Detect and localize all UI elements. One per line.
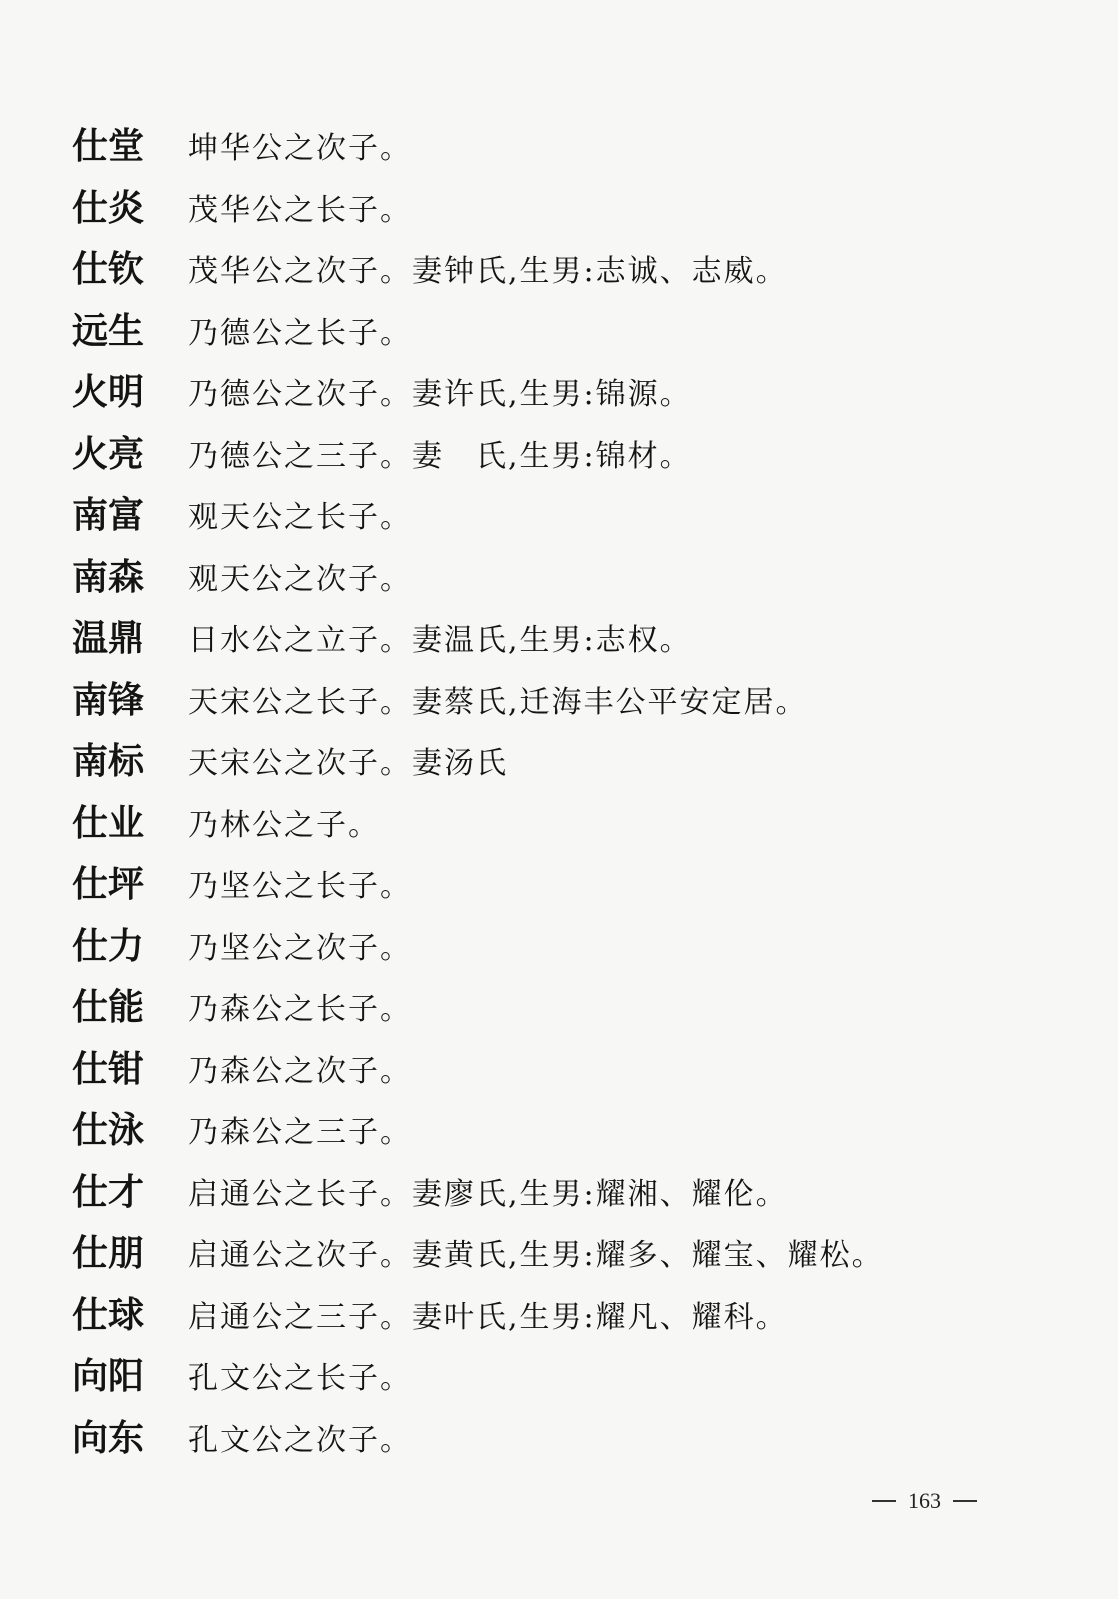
- entry-name: 向东: [72, 1417, 145, 1459]
- entry-name: 温鼎: [72, 618, 145, 659]
- entry: [72, 610, 1072, 672]
- entry-name: 仕钳: [72, 1048, 145, 1090]
- entry: [72, 118, 1072, 180]
- entry-description: 乃德公之次子。妻许氏,生男:锦源。: [188, 377, 692, 412]
- entry-name: 火明: [72, 372, 145, 413]
- page-number-right-dash: [953, 1500, 977, 1502]
- entry: [72, 303, 1072, 365]
- entry-name: 仕朋: [72, 1233, 145, 1274]
- entry-description: 观天公之长子。: [188, 500, 412, 535]
- entry-description: 乃坚公之次子。: [188, 930, 412, 966]
- entry: [72, 979, 1072, 1041]
- entry: [72, 795, 1072, 857]
- entry-description: 启通公之次子。妻黄氏,生男:耀多、耀宝、耀松。: [188, 1238, 884, 1273]
- page-number: [872, 1488, 977, 1514]
- entry-name: 南森: [72, 556, 145, 598]
- entry: [72, 241, 1072, 303]
- entry-name: 仕才: [72, 1171, 145, 1213]
- entry-name: 仕业: [72, 802, 145, 844]
- entry-description: 孔文公之次子。: [188, 1422, 412, 1458]
- entry: [72, 364, 1072, 426]
- entry: [72, 856, 1072, 918]
- entry: [72, 487, 1072, 549]
- entry-description: 乃森公之三子。: [188, 1115, 412, 1150]
- entry-description: 坤华公之次子。: [188, 131, 412, 166]
- entry: [72, 1348, 1072, 1410]
- entry: [72, 180, 1072, 242]
- entry-description: 茂华公之次子。妻钟氏,生男:志诚、志威。: [188, 254, 788, 289]
- entry: [72, 672, 1072, 734]
- entry-description: 乃德公之三子。妻 氏,生男:锦材。: [188, 438, 692, 474]
- entry-description: 乃森公之长子。: [188, 992, 412, 1027]
- entry-description: 启通公之长子。妻廖氏,生男:耀湘、耀伦。: [188, 1176, 788, 1212]
- page-number-left-dash: [872, 1500, 896, 1502]
- entry: [72, 549, 1072, 611]
- entry: [72, 918, 1072, 980]
- entry-name: 南标: [72, 741, 145, 782]
- entry-name: 仕泳: [72, 1110, 145, 1151]
- entry-description: 天宋公之长子。妻蔡氏,迁海丰公平安定居。: [188, 684, 808, 720]
- entry-name: 火亮: [72, 433, 145, 475]
- entry-name: 南锋: [72, 679, 145, 721]
- entry: [72, 1164, 1072, 1226]
- entry-name: 南富: [72, 495, 145, 536]
- entry-description: 日水公之立子。妻温氏,生男:志权。: [188, 623, 692, 658]
- entry-name: 仕力: [72, 925, 145, 967]
- entry: [72, 1287, 1072, 1349]
- entry: [72, 1410, 1072, 1472]
- entry-name: 仕炎: [72, 187, 145, 229]
- entry-name: 仕钦: [72, 249, 145, 290]
- entry-description: 观天公之次子。: [188, 561, 412, 597]
- entry-description: 乃坚公之长子。: [188, 869, 412, 904]
- entry: [72, 1225, 1072, 1287]
- entry-description: 天宋公之次子。妻汤氏: [188, 746, 508, 781]
- entry-name: 仕能: [72, 987, 145, 1028]
- entry-description: 乃德公之长子。: [188, 315, 412, 351]
- entry-description: 乃森公之次子。: [188, 1053, 412, 1089]
- entry-name: 向阳: [72, 1356, 145, 1397]
- entry: [72, 1102, 1072, 1164]
- entry-description: 孔文公之长子。: [188, 1361, 412, 1396]
- entry-description: 启通公之三子。妻叶氏,生男:耀凡、耀科。: [188, 1299, 788, 1335]
- entry-name: 仕球: [72, 1294, 145, 1336]
- entry: [72, 1041, 1072, 1103]
- entry-description: 乃林公之子。: [188, 807, 380, 843]
- entry-name: 远生: [72, 310, 145, 352]
- entry: [72, 733, 1072, 795]
- entry-name: 仕堂: [72, 126, 145, 167]
- page-number-value: 163: [908, 1488, 941, 1513]
- entry: [72, 426, 1072, 488]
- entry-description: 茂华公之长子。: [188, 192, 412, 228]
- entry-name: 仕坪: [72, 864, 145, 905]
- genealogy-entry-list: [72, 118, 1072, 1471]
